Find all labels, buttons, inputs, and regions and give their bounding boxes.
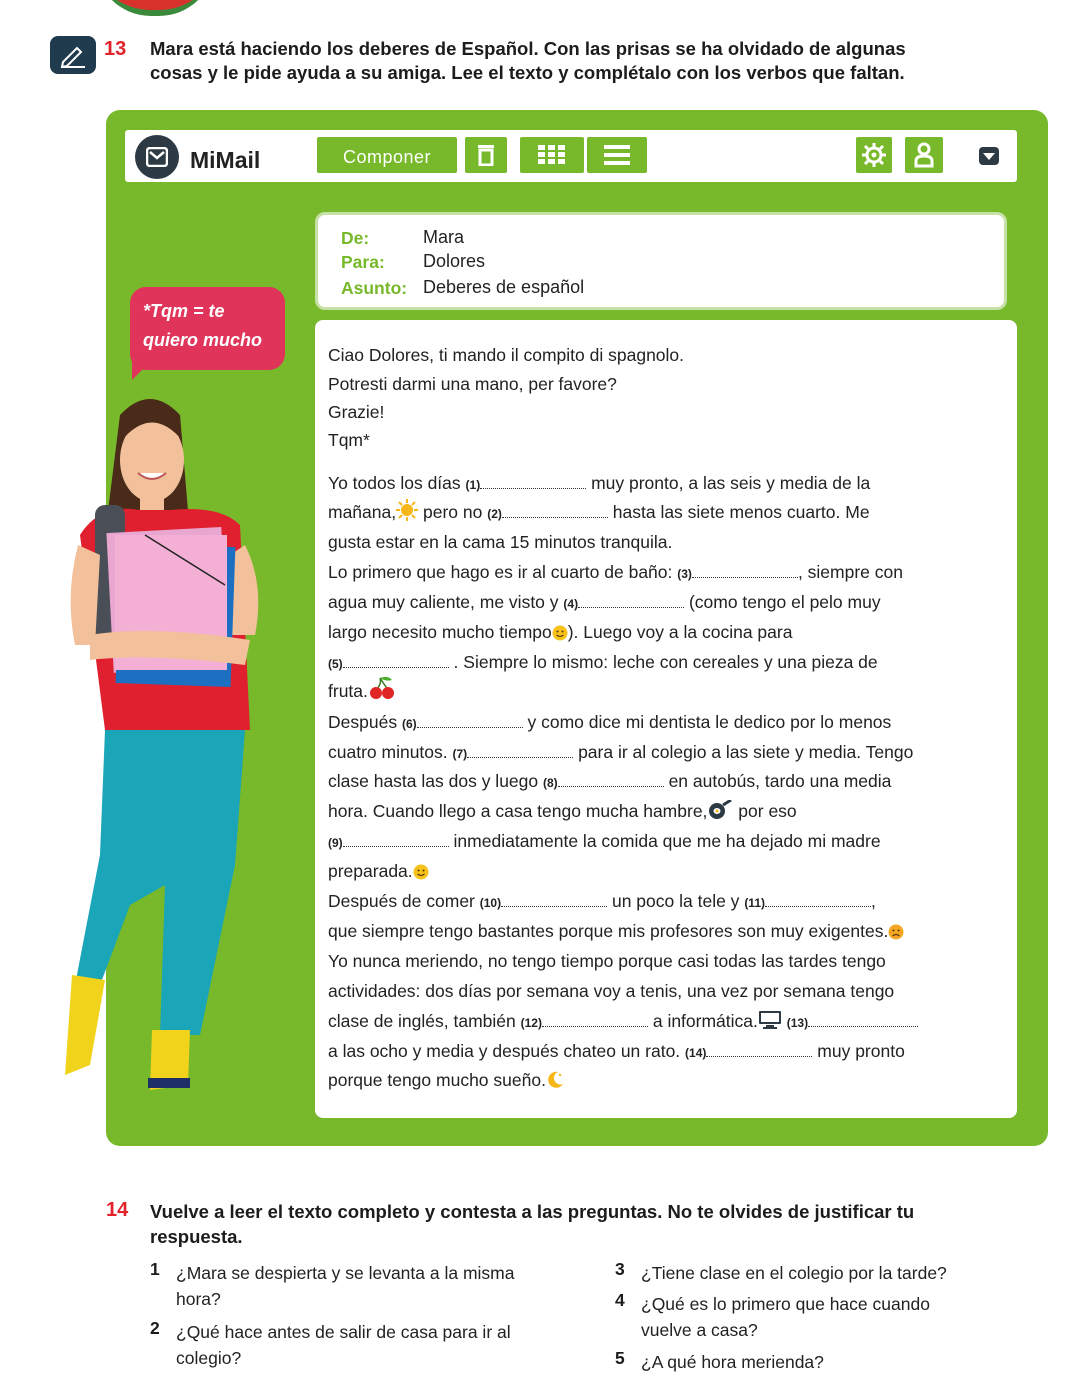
text-line-13: (9) inmediatamente la comida que me ha dejado mi madre (328, 831, 881, 851)
text-line-12: hora. Cuando llego a casa tengo mucha hambre, por eso (328, 801, 797, 821)
text-line-7: (5) . Siempre lo mismo: leche con cereales y una pieza de (328, 652, 878, 672)
exercise-14-number: 14 (106, 1199, 129, 1221)
blank-10-number: (10) (479, 896, 502, 910)
question-4-line1: ¿Qué es lo primero que hace cuando (641, 1294, 930, 1314)
sun-icon (396, 499, 418, 521)
list-icon[interactable] (587, 137, 647, 173)
text-line-3: gusta estar en la cama 15 minutos tranquila. (328, 532, 673, 552)
smiley-icon (552, 625, 568, 641)
from-value: Mara (423, 227, 465, 247)
text-line-5: agua muy caliente, me visto y (4) (como tengo el pelo muy (328, 592, 881, 612)
text-line-11: clase hasta las dos y luego (8) en autobús, tardo una media (328, 771, 892, 791)
compose-button[interactable]: Componer (317, 137, 457, 173)
text-line-6: largo necesito mucho tiempo ). Luego voy a la cocina para (328, 622, 793, 642)
email-header (315, 212, 1007, 310)
blank-11-number: (11) (744, 896, 765, 910)
subject-label: Asunto: (341, 278, 408, 298)
intro-line2: Potresti darmi una mano, per favore? (328, 374, 617, 394)
blank-13-number: (13) (786, 1016, 809, 1030)
question-1-number: 1 (150, 1259, 160, 1279)
subject-value: Deberes de español (423, 277, 585, 297)
text-line-2: mañana, pero no (2) hasta las siete menos cuarto. Me (328, 497, 870, 529)
question-3-line1: ¿Tiene clase en el colegio por la tarde? (641, 1263, 947, 1283)
question-1-line1: ¿Mara se despierta y se levanta a la misma (176, 1263, 515, 1283)
blank-6-number: (6) (401, 717, 417, 731)
blank-9-number: (9) (328, 836, 343, 850)
bubble-line1: *Tqm = te (143, 301, 225, 321)
blank-10 (501, 892, 607, 907)
blank-11 (765, 892, 871, 907)
pencil-icon (50, 36, 96, 74)
text-line-21: porque tengo mucho sueño. (328, 1065, 564, 1095)
question-2-line1: ¿Qué hace antes de salir de casa para ir al (176, 1322, 511, 1342)
blank-14 (706, 1042, 812, 1057)
grid-icon[interactable] (520, 137, 584, 173)
intro-line1: Ciao Dolores, ti mando il compito di spagnolo. (328, 345, 685, 365)
trash-icon[interactable] (465, 137, 507, 173)
top-decoration (95, 0, 215, 16)
cherries-icon (368, 676, 396, 700)
text-line-10: cuatro minutos. (7) para ir al colegio a las siete y media. Tengo (328, 742, 914, 762)
from-label: De: (341, 228, 370, 248)
frying-pan-icon (707, 800, 733, 820)
question-4-number: 4 (615, 1290, 625, 1310)
girl-illustration (60, 385, 290, 1105)
blank-9 (343, 832, 449, 847)
question-3-number: 3 (615, 1259, 625, 1279)
sad-face-icon (888, 924, 904, 940)
speech-bubble (130, 287, 285, 370)
blank-2 (502, 503, 608, 518)
exercise-13-instruction-line2: cosas y le pide ayuda a su amiga. Lee el texto y complétalo con los verbos que faltan. (150, 62, 905, 83)
intro-line3: Grazie! (328, 402, 385, 422)
text-line-8: fruta. (328, 676, 396, 706)
text-line-15: Después de comer (10) un poco la tele y (11) , (328, 891, 876, 911)
blank-12 (542, 1012, 648, 1027)
blank-7-number: (7) (452, 747, 468, 761)
speech-bubble-tail (132, 362, 150, 380)
blank-5 (343, 653, 449, 668)
blank-4 (578, 593, 684, 608)
computer-icon (758, 1010, 782, 1030)
blank-3-number: (3) (677, 567, 692, 581)
text-line-14: preparada. (328, 856, 429, 886)
question-1-line2: hora? (176, 1289, 221, 1309)
blank-6 (417, 713, 523, 728)
blank-1-number: (1) (465, 478, 481, 492)
text-line-1: Yo todos los días (1) muy pronto, a las seis y media de la (328, 473, 871, 493)
blank-4-number: (4) (563, 597, 579, 611)
blank-7 (467, 743, 573, 758)
blank-8-number: (8) (543, 776, 558, 790)
exercise-14-instruction-line2: respuesta. (150, 1226, 243, 1247)
smiley-icon (413, 864, 429, 880)
intro-line4: Tqm* (328, 430, 370, 450)
question-2-line2: colegio? (176, 1348, 242, 1368)
bubble-line2: quiero mucho (143, 330, 263, 350)
gear-icon[interactable] (856, 137, 892, 173)
blank-2-number: (2) (487, 507, 502, 521)
dropdown-icon[interactable] (979, 147, 999, 165)
mail-logo-text: MiMail (190, 147, 261, 173)
blank-3 (692, 563, 798, 578)
text-line-9: Después (6) y como dice mi dentista le dedico por lo menos (328, 712, 892, 732)
text-line-17: Yo nunca meriendo, no tengo tiempo porque casi todas las tardes tengo (328, 951, 886, 971)
blank-5-number: (5) (328, 657, 343, 671)
text-line-20: a las ocho y media y después chateo un rato. (14) muy pronto (328, 1041, 905, 1061)
blank-14-number: (14) (685, 1046, 707, 1060)
mail-logo-icon (135, 135, 179, 179)
to-value: Dolores (423, 251, 486, 271)
text-line-16: que siempre tengo bastantes porque mis profesores son muy exigentes. (328, 916, 904, 946)
question-5-line1: ¿A qué hora merienda? (641, 1352, 824, 1372)
text-line-18: actividades: dos días por semana voy a tenis, una vez por semana tengo (328, 981, 895, 1001)
text-line-4: Lo primero que hago es ir al cuarto de baño: (3) , siempre con (328, 562, 903, 582)
to-label: Para: (341, 252, 385, 272)
text-line-19: clase de inglés, también (12) a informática. (13) (328, 1006, 918, 1038)
question-5-number: 5 (615, 1348, 625, 1368)
blank-8 (558, 772, 664, 787)
exercise-13-number: 13 (104, 38, 127, 60)
blank-13 (808, 1012, 918, 1027)
blank-1 (480, 474, 586, 489)
exercise-14-instruction-line1: Vuelve a leer el texto completo y contesta a las preguntas. No te olvides de justificar tu (150, 1201, 915, 1222)
blank-12-number: (12) (520, 1016, 542, 1030)
moon-icon (546, 1071, 564, 1089)
user-icon[interactable] (905, 137, 943, 173)
question-4-line2: vuelve a casa? (641, 1320, 758, 1340)
exercise-13-instruction-line1: Mara está haciendo los deberes de Español. Con las prisas se ha olvidado de algunas (150, 38, 906, 59)
question-2-number: 2 (150, 1318, 160, 1338)
